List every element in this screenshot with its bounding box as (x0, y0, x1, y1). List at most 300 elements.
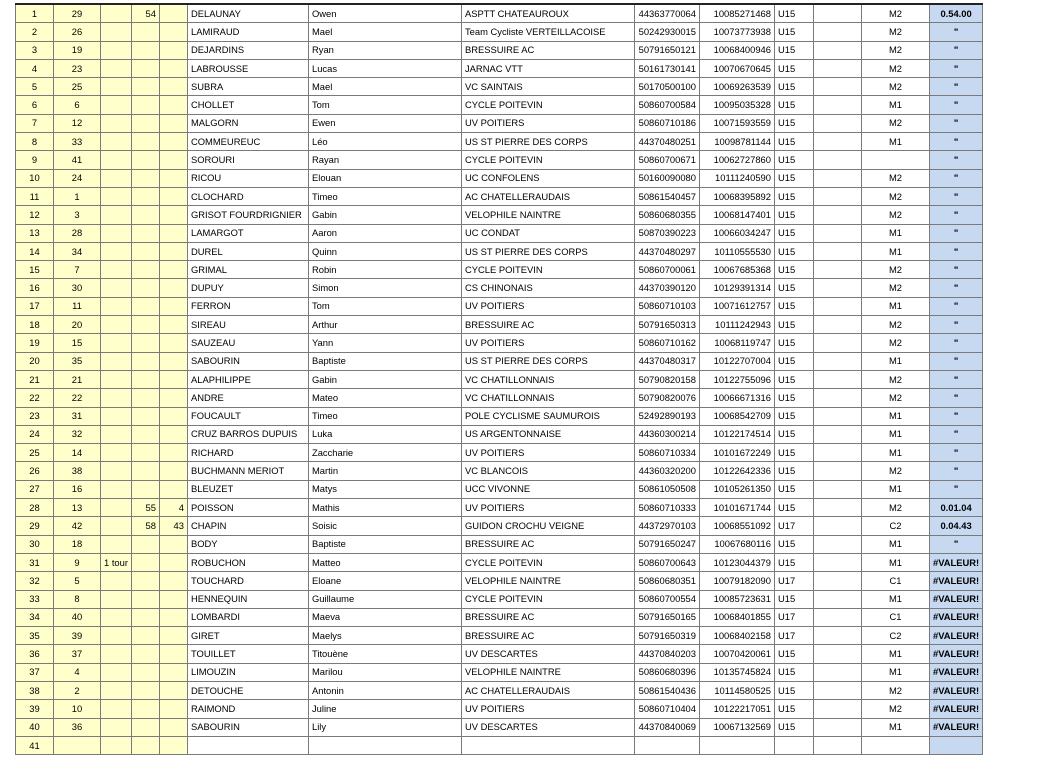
uci-id-cell[interactable]: 10101672249 (699, 444, 774, 462)
license-cell[interactable]: 50160090080 (634, 169, 699, 187)
uci-id-cell[interactable]: 10068119747 (699, 334, 774, 352)
uci-id-cell[interactable]: 10122174514 (699, 425, 774, 443)
last-name-cell[interactable]: POISSON (187, 499, 308, 517)
uci-id-cell[interactable]: 10122217051 (699, 700, 774, 718)
category-cell[interactable]: U15 (774, 645, 813, 663)
license-cell[interactable]: 44370840203 (634, 645, 699, 663)
laps-cell[interactable] (101, 608, 132, 626)
club-cell[interactable]: VC CHATILLONNAIS (461, 370, 634, 388)
gap-cell[interactable] (159, 645, 187, 663)
laps-cell[interactable] (101, 681, 132, 699)
last-name-cell[interactable]: BODY (187, 535, 308, 553)
time-cell[interactable]: #VALEUR! (929, 590, 982, 608)
club-cell[interactable] (461, 736, 634, 754)
category-cell[interactable]: U15 (774, 480, 813, 498)
bib-cell[interactable]: 26 (54, 23, 101, 41)
uci-id-cell[interactable]: 10098781144 (699, 133, 774, 151)
club-cell[interactable]: CYCLE POITEVIN (461, 553, 634, 571)
category-cell[interactable]: U15 (774, 681, 813, 699)
license-cell[interactable]: 52492890193 (634, 407, 699, 425)
gap-cell[interactable] (159, 736, 187, 754)
first-name-cell[interactable]: Lily (308, 718, 461, 736)
class-cell[interactable] (861, 736, 929, 754)
uci-id-cell[interactable]: 10105261350 (699, 480, 774, 498)
seconds-cell[interactable] (131, 352, 159, 370)
gap-cell[interactable] (159, 114, 187, 132)
seconds-cell[interactable] (131, 187, 159, 205)
class-cell[interactable]: M2 (861, 41, 929, 59)
time-cell[interactable]: " (929, 462, 982, 480)
license-cell[interactable]: 50860700584 (634, 96, 699, 114)
category-cell[interactable]: U15 (774, 444, 813, 462)
last-name-cell[interactable]: CLOCHARD (187, 187, 308, 205)
club-cell[interactable]: AC CHATELLERAUDAIS (461, 681, 634, 699)
seconds-cell[interactable] (131, 23, 159, 41)
uci-id-cell[interactable]: 10070670645 (699, 59, 774, 77)
class-cell[interactable]: M2 (861, 700, 929, 718)
license-cell[interactable]: 44372970103 (634, 517, 699, 535)
first-name-cell[interactable]: Maeva (308, 608, 461, 626)
last-name-cell[interactable]: ROBUCHON (187, 553, 308, 571)
time-cell[interactable]: " (929, 151, 982, 169)
time-cell[interactable]: #VALEUR! (929, 627, 982, 645)
license-cell[interactable]: 44370480317 (634, 352, 699, 370)
laps-cell[interactable] (101, 627, 132, 645)
license-cell[interactable]: 44370480297 (634, 242, 699, 260)
uci-id-cell[interactable]: 10085271468 (699, 4, 774, 23)
club-cell[interactable]: CYCLE POITEVIN (461, 590, 634, 608)
class-cell[interactable]: M2 (861, 261, 929, 279)
laps-cell[interactable]: 1 tour (101, 553, 132, 571)
first-name-cell[interactable] (308, 736, 461, 754)
license-cell[interactable]: 50861540457 (634, 187, 699, 205)
rank-cell[interactable]: 1 (16, 4, 54, 23)
first-name-cell[interactable]: Tom (308, 297, 461, 315)
category-cell[interactable]: U15 (774, 352, 813, 370)
category-cell[interactable]: U15 (774, 334, 813, 352)
class-cell[interactable]: M2 (861, 389, 929, 407)
seconds-cell[interactable] (131, 224, 159, 242)
empty-cell[interactable] (813, 736, 861, 754)
license-cell[interactable]: 50860700643 (634, 553, 699, 571)
category-cell[interactable]: U17 (774, 517, 813, 535)
license-cell[interactable]: 50860680355 (634, 206, 699, 224)
category-cell[interactable]: U17 (774, 572, 813, 590)
gap-cell[interactable] (159, 96, 187, 114)
rank-cell[interactable]: 37 (16, 663, 54, 681)
laps-cell[interactable] (101, 425, 132, 443)
bib-cell[interactable]: 38 (54, 462, 101, 480)
category-cell[interactable]: U17 (774, 627, 813, 645)
laps-cell[interactable] (101, 279, 132, 297)
gap-cell[interactable] (159, 425, 187, 443)
category-cell[interactable]: U17 (774, 608, 813, 626)
empty-cell[interactable] (813, 114, 861, 132)
club-cell[interactable]: CS CHINONAIS (461, 279, 634, 297)
gap-cell[interactable] (159, 608, 187, 626)
class-cell[interactable]: C2 (861, 627, 929, 645)
time-cell[interactable]: " (929, 389, 982, 407)
bib-cell[interactable]: 41 (54, 151, 101, 169)
empty-cell[interactable] (813, 261, 861, 279)
seconds-cell[interactable] (131, 334, 159, 352)
empty-cell[interactable] (813, 78, 861, 96)
gap-cell[interactable] (159, 718, 187, 736)
category-cell[interactable]: U15 (774, 553, 813, 571)
rank-cell[interactable]: 10 (16, 169, 54, 187)
empty-cell[interactable] (813, 681, 861, 699)
category-cell[interactable]: U15 (774, 133, 813, 151)
first-name-cell[interactable]: Arthur (308, 316, 461, 334)
seconds-cell[interactable]: 55 (131, 499, 159, 517)
seconds-cell[interactable] (131, 407, 159, 425)
empty-cell[interactable] (813, 389, 861, 407)
empty-cell[interactable] (813, 151, 861, 169)
time-cell[interactable]: " (929, 261, 982, 279)
club-cell[interactable]: VELOPHILE NAINTRE (461, 206, 634, 224)
first-name-cell[interactable]: Guillaume (308, 590, 461, 608)
uci-id-cell[interactable]: 10111240590 (699, 169, 774, 187)
gap-cell[interactable] (159, 444, 187, 462)
bib-cell[interactable]: 35 (54, 352, 101, 370)
gap-cell[interactable] (159, 133, 187, 151)
uci-id-cell[interactable]: 10101671744 (699, 499, 774, 517)
time-cell[interactable]: 0.54.00 (929, 4, 982, 23)
club-cell[interactable]: US ARGENTONNAISE (461, 425, 634, 443)
category-cell[interactable]: U15 (774, 499, 813, 517)
gap-cell[interactable] (159, 700, 187, 718)
bib-cell[interactable]: 4 (54, 663, 101, 681)
class-cell[interactable]: M2 (861, 4, 929, 23)
seconds-cell[interactable] (131, 297, 159, 315)
rank-cell[interactable]: 26 (16, 462, 54, 480)
laps-cell[interactable] (101, 114, 132, 132)
category-cell[interactable]: U15 (774, 425, 813, 443)
first-name-cell[interactable]: Antonin (308, 681, 461, 699)
bib-cell[interactable]: 29 (54, 4, 101, 23)
laps-cell[interactable] (101, 389, 132, 407)
uci-id-cell[interactable]: 10068400946 (699, 41, 774, 59)
rank-cell[interactable]: 7 (16, 114, 54, 132)
category-cell[interactable]: U15 (774, 78, 813, 96)
uci-id-cell[interactable]: 10068542709 (699, 407, 774, 425)
seconds-cell[interactable] (131, 590, 159, 608)
uci-id-cell[interactable]: 10123044379 (699, 553, 774, 571)
category-cell[interactable]: U15 (774, 407, 813, 425)
category-cell[interactable]: U15 (774, 151, 813, 169)
rank-cell[interactable]: 9 (16, 151, 54, 169)
class-cell[interactable]: M2 (861, 279, 929, 297)
bib-cell[interactable]: 36 (54, 718, 101, 736)
club-cell[interactable]: VC CHATILLONNAIS (461, 389, 634, 407)
seconds-cell[interactable] (131, 206, 159, 224)
club-cell[interactable]: Team Cycliste VERTEILLACOISE (461, 23, 634, 41)
time-cell[interactable]: " (929, 242, 982, 260)
license-cell[interactable]: 50861050508 (634, 480, 699, 498)
uci-id-cell[interactable]: 10068395892 (699, 187, 774, 205)
gap-cell[interactable] (159, 59, 187, 77)
first-name-cell[interactable]: Baptiste (308, 535, 461, 553)
category-cell[interactable]: U15 (774, 169, 813, 187)
club-cell[interactable]: UV POITIERS (461, 297, 634, 315)
laps-cell[interactable] (101, 645, 132, 663)
last-name-cell[interactable]: CRUZ BARROS DUPUIS (187, 425, 308, 443)
time-cell[interactable]: 0.04.43 (929, 517, 982, 535)
laps-cell[interactable] (101, 78, 132, 96)
gap-cell[interactable] (159, 480, 187, 498)
seconds-cell[interactable] (131, 316, 159, 334)
gap-cell[interactable] (159, 370, 187, 388)
category-cell[interactable]: U15 (774, 114, 813, 132)
first-name-cell[interactable]: Aaron (308, 224, 461, 242)
bib-cell[interactable]: 39 (54, 627, 101, 645)
category-cell[interactable]: U15 (774, 316, 813, 334)
category-cell[interactable]: U15 (774, 224, 813, 242)
time-cell[interactable]: " (929, 114, 982, 132)
gap-cell[interactable]: 43 (159, 517, 187, 535)
club-cell[interactable]: VELOPHILE NAINTRE (461, 663, 634, 681)
last-name-cell[interactable]: GRISOT FOURDRIGNIER (187, 206, 308, 224)
uci-id-cell[interactable]: 10110555530 (699, 242, 774, 260)
club-cell[interactable]: US ST PIERRE DES CORPS (461, 133, 634, 151)
gap-cell[interactable] (159, 41, 187, 59)
empty-cell[interactable] (813, 133, 861, 151)
first-name-cell[interactable]: Gabin (308, 206, 461, 224)
laps-cell[interactable] (101, 41, 132, 59)
time-cell[interactable]: " (929, 370, 982, 388)
uci-id-cell[interactable]: 10066034247 (699, 224, 774, 242)
last-name-cell[interactable]: RICHARD (187, 444, 308, 462)
last-name-cell[interactable]: DETOUCHE (187, 681, 308, 699)
gap-cell[interactable] (159, 297, 187, 315)
club-cell[interactable]: JARNAC VTT (461, 59, 634, 77)
rank-cell[interactable]: 30 (16, 535, 54, 553)
seconds-cell[interactable] (131, 736, 159, 754)
club-cell[interactable]: CYCLE POITEVIN (461, 151, 634, 169)
class-cell[interactable]: M2 (861, 59, 929, 77)
license-cell[interactable]: 50861540436 (634, 681, 699, 699)
license-cell[interactable]: 50860680351 (634, 572, 699, 590)
seconds-cell[interactable] (131, 114, 159, 132)
bib-cell[interactable]: 14 (54, 444, 101, 462)
bib-cell[interactable]: 9 (54, 553, 101, 571)
uci-id-cell[interactable]: 10111242943 (699, 316, 774, 334)
category-cell[interactable]: U15 (774, 206, 813, 224)
laps-cell[interactable] (101, 4, 132, 23)
gap-cell[interactable] (159, 316, 187, 334)
class-cell[interactable]: M1 (861, 297, 929, 315)
club-cell[interactable]: AC CHATELLERAUDAIS (461, 187, 634, 205)
seconds-cell[interactable] (131, 41, 159, 59)
last-name-cell[interactable]: TOUILLET (187, 645, 308, 663)
rank-cell[interactable]: 38 (16, 681, 54, 699)
rank-cell[interactable]: 8 (16, 133, 54, 151)
time-cell[interactable]: #VALEUR! (929, 645, 982, 663)
class-cell[interactable]: M1 (861, 553, 929, 571)
category-cell[interactable]: U15 (774, 462, 813, 480)
last-name-cell[interactable]: DUREL (187, 242, 308, 260)
license-cell[interactable]: 50791650165 (634, 608, 699, 626)
rank-cell[interactable]: 14 (16, 242, 54, 260)
bib-cell[interactable]: 20 (54, 316, 101, 334)
seconds-cell[interactable]: 54 (131, 4, 159, 23)
time-cell[interactable]: " (929, 425, 982, 443)
class-cell[interactable]: M2 (861, 114, 929, 132)
laps-cell[interactable] (101, 59, 132, 77)
time-cell[interactable]: " (929, 297, 982, 315)
time-cell[interactable]: " (929, 133, 982, 151)
laps-cell[interactable] (101, 444, 132, 462)
time-cell[interactable]: " (929, 444, 982, 462)
seconds-cell[interactable] (131, 96, 159, 114)
seconds-cell[interactable] (131, 627, 159, 645)
bib-cell[interactable]: 12 (54, 114, 101, 132)
gap-cell[interactable] (159, 23, 187, 41)
club-cell[interactable]: VC BLANCOIS (461, 462, 634, 480)
gap-cell[interactable] (159, 224, 187, 242)
seconds-cell[interactable] (131, 718, 159, 736)
rank-cell[interactable]: 2 (16, 23, 54, 41)
class-cell[interactable]: M2 (861, 316, 929, 334)
last-name-cell[interactable]: TOUCHARD (187, 572, 308, 590)
club-cell[interactable]: ASPTT CHATEAUROUX (461, 4, 634, 23)
rank-cell[interactable]: 27 (16, 480, 54, 498)
rank-cell[interactable]: 32 (16, 572, 54, 590)
empty-cell[interactable] (813, 590, 861, 608)
first-name-cell[interactable]: Martin (308, 462, 461, 480)
class-cell[interactable]: M1 (861, 645, 929, 663)
last-name-cell[interactable]: RICOU (187, 169, 308, 187)
last-name-cell[interactable]: LAMIRAUD (187, 23, 308, 41)
last-name-cell[interactable]: LOMBARDI (187, 608, 308, 626)
seconds-cell[interactable] (131, 681, 159, 699)
seconds-cell[interactable] (131, 480, 159, 498)
time-cell[interactable] (929, 736, 982, 754)
license-cell[interactable]: 50870390223 (634, 224, 699, 242)
rank-cell[interactable]: 28 (16, 499, 54, 517)
club-cell[interactable]: VELOPHILE NAINTRE (461, 572, 634, 590)
club-cell[interactable]: UC CONFOLENS (461, 169, 634, 187)
gap-cell[interactable] (159, 553, 187, 571)
first-name-cell[interactable]: Yann (308, 334, 461, 352)
seconds-cell[interactable] (131, 462, 159, 480)
laps-cell[interactable] (101, 572, 132, 590)
seconds-cell[interactable] (131, 261, 159, 279)
time-cell[interactable]: " (929, 206, 982, 224)
empty-cell[interactable] (813, 535, 861, 553)
first-name-cell[interactable]: Eloane (308, 572, 461, 590)
empty-cell[interactable] (813, 499, 861, 517)
class-cell[interactable] (861, 151, 929, 169)
empty-cell[interactable] (813, 663, 861, 681)
rank-cell[interactable]: 36 (16, 645, 54, 663)
rank-cell[interactable]: 4 (16, 59, 54, 77)
class-cell[interactable]: M1 (861, 352, 929, 370)
first-name-cell[interactable]: Matys (308, 480, 461, 498)
uci-id-cell[interactable]: 10122755096 (699, 370, 774, 388)
time-cell[interactable]: " (929, 59, 982, 77)
uci-id-cell[interactable]: 10070420061 (699, 645, 774, 663)
rank-cell[interactable]: 24 (16, 425, 54, 443)
gap-cell[interactable] (159, 242, 187, 260)
first-name-cell[interactable]: Timeo (308, 407, 461, 425)
bib-cell[interactable]: 18 (54, 535, 101, 553)
category-cell[interactable]: U15 (774, 389, 813, 407)
time-cell[interactable]: " (929, 187, 982, 205)
time-cell[interactable]: " (929, 169, 982, 187)
gap-cell[interactable] (159, 206, 187, 224)
laps-cell[interactable] (101, 96, 132, 114)
bib-cell[interactable]: 23 (54, 59, 101, 77)
first-name-cell[interactable]: Matteo (308, 553, 461, 571)
license-cell[interactable] (634, 736, 699, 754)
license-cell[interactable]: 44360320200 (634, 462, 699, 480)
first-name-cell[interactable]: Titouène (308, 645, 461, 663)
rank-cell[interactable]: 5 (16, 78, 54, 96)
club-cell[interactable]: US ST PIERRE DES CORPS (461, 242, 634, 260)
seconds-cell[interactable] (131, 425, 159, 443)
rank-cell[interactable]: 35 (16, 627, 54, 645)
class-cell[interactable]: M1 (861, 242, 929, 260)
gap-cell[interactable] (159, 407, 187, 425)
empty-cell[interactable] (813, 444, 861, 462)
empty-cell[interactable] (813, 370, 861, 388)
rank-cell[interactable]: 16 (16, 279, 54, 297)
rank-cell[interactable]: 34 (16, 608, 54, 626)
first-name-cell[interactable]: Zaccharie (308, 444, 461, 462)
laps-cell[interactable] (101, 316, 132, 334)
last-name-cell[interactable]: ANDRE (187, 389, 308, 407)
empty-cell[interactable] (813, 407, 861, 425)
first-name-cell[interactable]: Gabin (308, 370, 461, 388)
empty-cell[interactable] (813, 206, 861, 224)
uci-id-cell[interactable]: 10068401855 (699, 608, 774, 626)
uci-id-cell[interactable]: 10071612757 (699, 297, 774, 315)
class-cell[interactable]: M1 (861, 425, 929, 443)
empty-cell[interactable] (813, 425, 861, 443)
empty-cell[interactable] (813, 169, 861, 187)
category-cell[interactable]: U15 (774, 96, 813, 114)
gap-cell[interactable] (159, 279, 187, 297)
first-name-cell[interactable]: Marilou (308, 663, 461, 681)
last-name-cell[interactable]: DEJARDINS (187, 41, 308, 59)
last-name-cell[interactable]: RAIMOND (187, 700, 308, 718)
laps-cell[interactable] (101, 718, 132, 736)
last-name-cell[interactable]: DELAUNAY (187, 4, 308, 23)
rank-cell[interactable]: 11 (16, 187, 54, 205)
first-name-cell[interactable]: Elouan (308, 169, 461, 187)
laps-cell[interactable] (101, 462, 132, 480)
last-name-cell[interactable]: BLEUZET (187, 480, 308, 498)
last-name-cell[interactable]: CHOLLET (187, 96, 308, 114)
uci-id-cell[interactable]: 10067685368 (699, 261, 774, 279)
gap-cell[interactable] (159, 352, 187, 370)
seconds-cell[interactable] (131, 78, 159, 96)
empty-cell[interactable] (813, 517, 861, 535)
last-name-cell[interactable]: GIRET (187, 627, 308, 645)
gap-cell[interactable] (159, 78, 187, 96)
license-cell[interactable]: 50791650319 (634, 627, 699, 645)
category-cell[interactable]: U15 (774, 590, 813, 608)
laps-cell[interactable] (101, 297, 132, 315)
bib-cell[interactable]: 33 (54, 133, 101, 151)
last-name-cell[interactable]: FERRON (187, 297, 308, 315)
seconds-cell[interactable]: 58 (131, 517, 159, 535)
club-cell[interactable]: BRESSUIRE AC (461, 316, 634, 334)
time-cell[interactable]: #VALEUR! (929, 572, 982, 590)
first-name-cell[interactable]: Léo (308, 133, 461, 151)
bib-cell[interactable]: 37 (54, 645, 101, 663)
